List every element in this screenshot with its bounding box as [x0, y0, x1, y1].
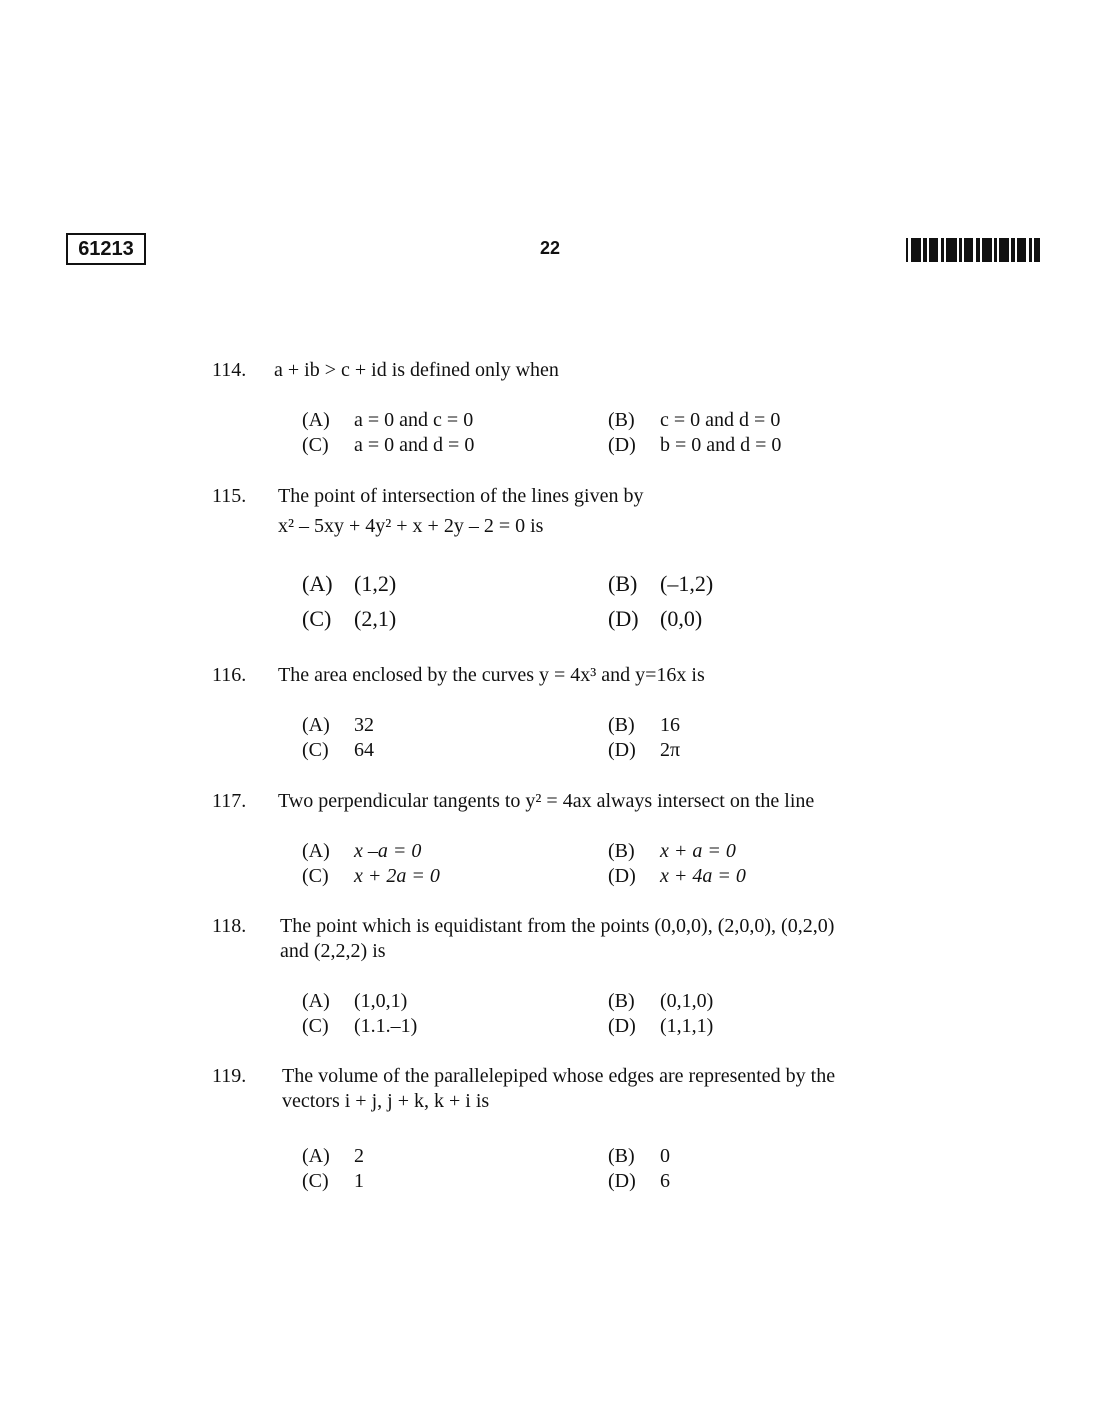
option-label: (B) [608, 1145, 635, 1167]
option-label: (C) [302, 434, 329, 456]
option-d [608, 863, 908, 889]
question-text: The point of intersection of the lines given by [278, 485, 644, 507]
option-label: (D) [608, 1170, 636, 1192]
option-label: (A) [302, 409, 330, 431]
option-label: (D) [608, 606, 639, 631]
option-label: (B) [608, 714, 635, 736]
option-label: (B) [608, 990, 635, 1012]
option-label: (A) [302, 990, 330, 1012]
option-label: (B) [608, 840, 635, 862]
option-label: (A) [302, 571, 333, 596]
option-c [302, 863, 602, 889]
option-label: (C) [302, 1170, 329, 1192]
option-text: x + a = 0 [660, 840, 736, 862]
option-label: (D) [608, 739, 636, 761]
option-c [302, 432, 602, 458]
option-text: (1.1.–1) [354, 1015, 418, 1037]
question-text-continued: vectors i + j, j + k, k + i is [282, 1090, 490, 1112]
option-text: 2 [354, 1145, 364, 1167]
option-label: (A) [302, 1145, 330, 1167]
question-text: Two perpendicular tangents to y² = 4ax always intersect on the line [278, 790, 815, 812]
option-text: (1,0,1) [354, 990, 408, 1012]
option-c [302, 606, 602, 632]
option-label: (C) [302, 739, 329, 761]
question-text: The area enclosed by the curves y = 4x³ and y=16x is [278, 664, 705, 686]
option-label: (B) [608, 571, 638, 596]
option-b [608, 407, 908, 433]
option-a [302, 571, 602, 597]
option-label: (C) [302, 1015, 329, 1037]
option-text: x –a = 0 [354, 840, 422, 862]
option-text: x + 2a = 0 [354, 865, 440, 887]
option-d [608, 1013, 908, 1039]
option-d [608, 1168, 908, 1194]
option-label: (D) [608, 1015, 636, 1037]
option-text: a = 0 and c = 0 [354, 409, 474, 431]
option-label: (C) [302, 606, 332, 631]
option-c [302, 1013, 602, 1039]
option-b [608, 712, 908, 738]
option-text: 64 [354, 739, 374, 761]
question-number: 118. [212, 915, 247, 937]
option-text: (1,2) [354, 571, 397, 596]
option-text: (2,1) [354, 606, 397, 631]
option-text: 1 [354, 1170, 364, 1192]
option-b [608, 838, 908, 864]
option-text: (1,1,1) [660, 1015, 714, 1037]
option-b [608, 1143, 908, 1169]
question-equation: x² – 5xy + 4y² + x + 2y – 2 = 0 is [278, 515, 544, 537]
barcode-icon [906, 238, 1040, 262]
option-a [302, 838, 602, 864]
option-text: b = 0 and d = 0 [660, 434, 782, 456]
option-text: 0 [660, 1145, 670, 1167]
option-a [302, 712, 602, 738]
paper-code-box: 61213 [66, 233, 146, 265]
question-number: 115. [212, 485, 247, 507]
option-label: (B) [608, 409, 635, 431]
option-text: 2π [660, 739, 681, 761]
option-text: a = 0 and d = 0 [354, 434, 475, 456]
option-d [608, 737, 908, 763]
question-number: 116. [212, 664, 247, 686]
option-b [608, 571, 908, 597]
option-a [302, 407, 602, 433]
option-text: 32 [354, 714, 374, 736]
option-text: (0,1,0) [660, 990, 714, 1012]
option-label: (D) [608, 865, 636, 887]
option-text: c = 0 and d = 0 [660, 409, 781, 431]
page-number: 22 [539, 238, 561, 258]
option-text: x + 4a = 0 [660, 865, 746, 887]
option-label: (A) [302, 840, 330, 862]
option-label: (D) [608, 434, 636, 456]
question-number: 117. [212, 790, 247, 812]
question-number: 114. [212, 359, 247, 381]
question-text: The point which is equidistant from the points (0,0,0), (2,0,0), (0,2,0) [280, 915, 835, 937]
option-label: (A) [302, 714, 330, 736]
option-text: 6 [660, 1170, 670, 1192]
option-text: 16 [660, 714, 680, 736]
option-d [608, 432, 908, 458]
option-d [608, 606, 908, 632]
question-text-continued: and (2,2,2) is [280, 940, 386, 962]
option-text: (0,0) [660, 606, 703, 631]
option-a [302, 1143, 602, 1169]
option-label: (C) [302, 865, 329, 887]
option-b [608, 988, 908, 1014]
question-number: 119. [212, 1065, 247, 1087]
option-c [302, 1168, 602, 1194]
option-a [302, 988, 602, 1014]
option-text: (–1,2) [660, 571, 714, 596]
question-text: a + ib > c + id is defined only when [274, 359, 559, 381]
option-c [302, 737, 602, 763]
question-text: The volume of the parallelepiped whose edges are represented by the [282, 1065, 836, 1087]
